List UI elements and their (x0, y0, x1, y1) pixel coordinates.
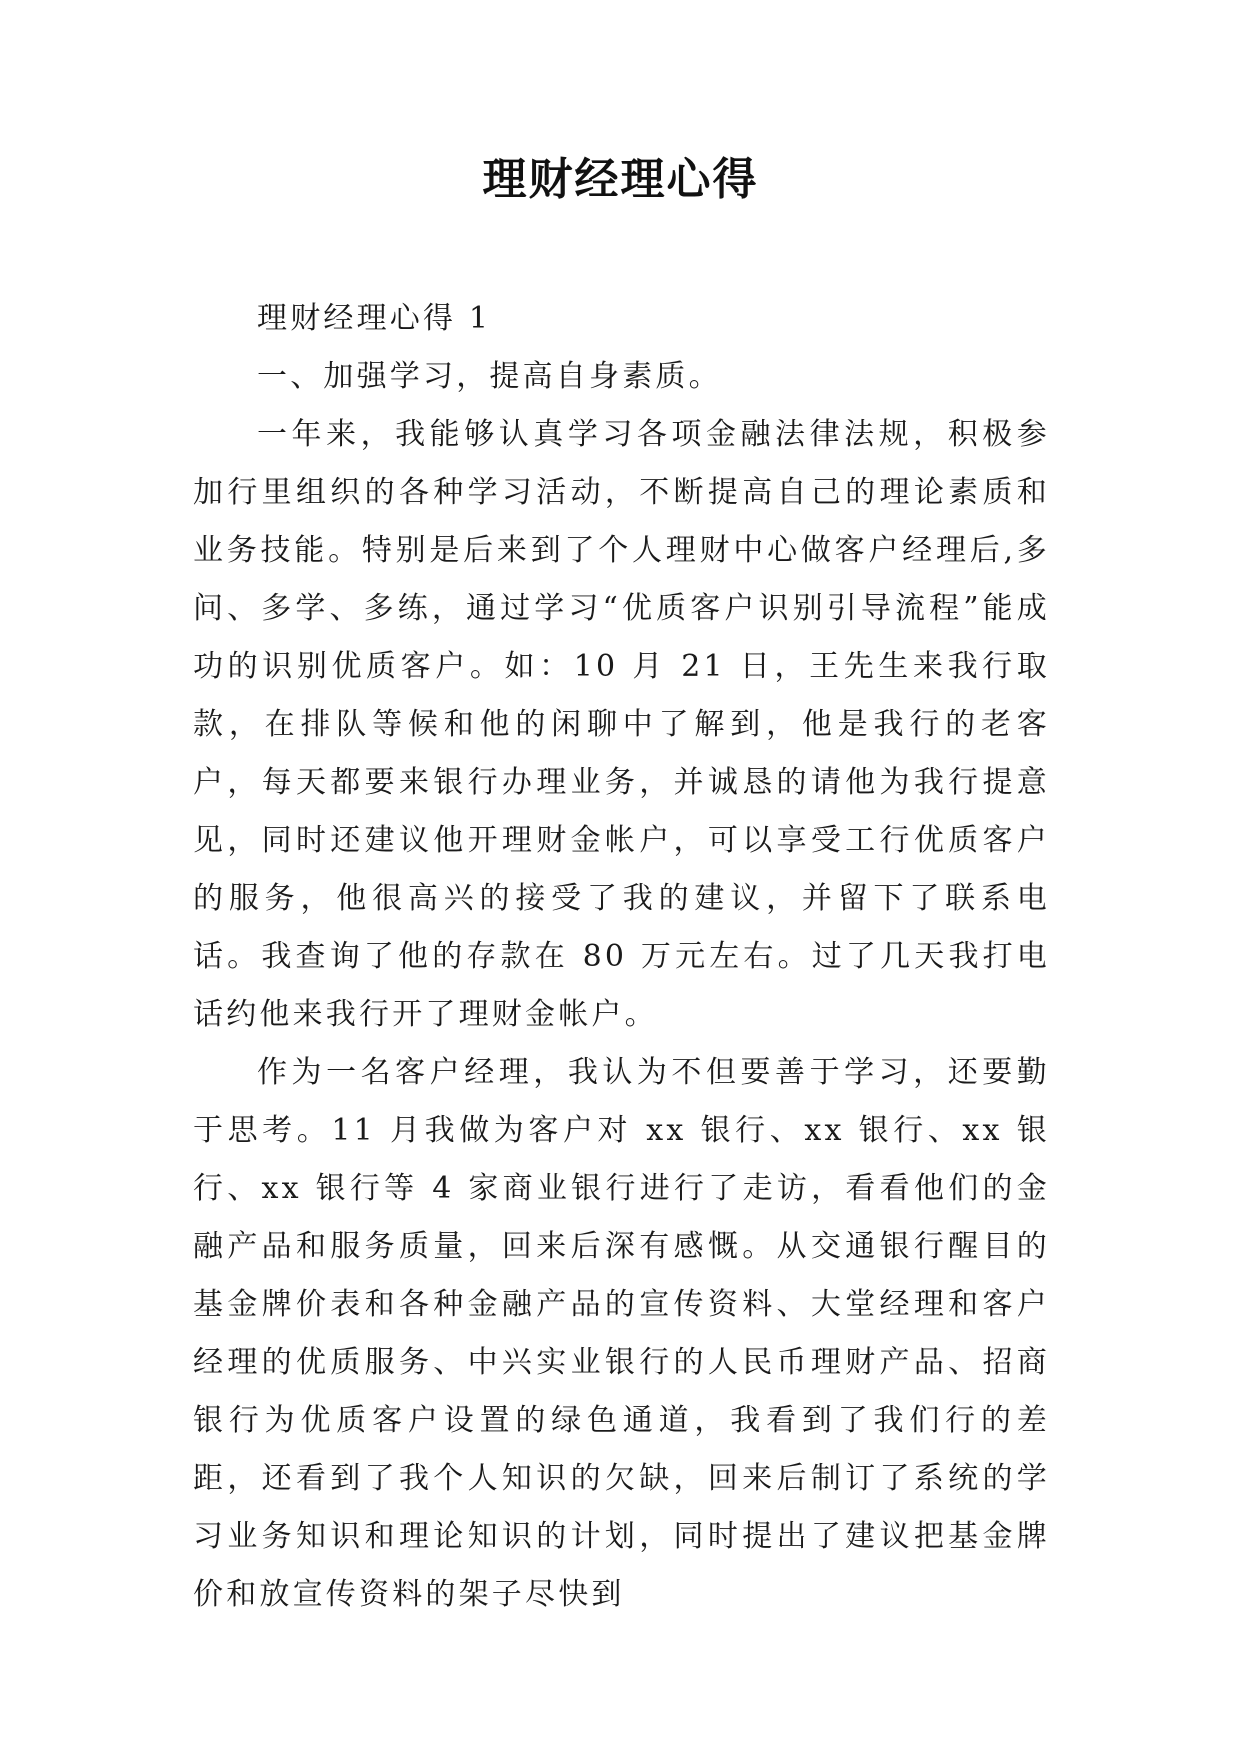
body-paragraph: 作为一名客户经理，我认为不但要善于学习，还要勤于思考。11 月我做为客户对 xx 银行、xx 银行、xx 银行、xx 银行等 4 家商业银行进行了走访，看看他们的金融产品和服务质量，回来后深有感慨。从交通银行醒目的基金牌价表和各种金融产品的宣传资料、大堂经理和客户经理的优质服务、中兴实业银行的人民币理财产品、招商银行为优质客户设置的绿色通道，我看到了我们行的差距，还看到了我个人知识的欠缺，回来后制订了系统的学习业务知识和理论知识的计划，同时提出了建议把基金牌价和放宣传资料的架子尽快到 (193, 1055, 1050, 1612)
section-heading: 理财经理心得 1 (257, 301, 492, 336)
document-title: 理财经理心得 (482, 154, 759, 205)
subsection-heading: 一、加强学习，提高自身素质。 (257, 359, 722, 394)
body-paragraph: 一年来，我能够认真学习各项金融法律法规，积极参加行里组织的各种学习活动，不断提高自己的理论素质和业务技能。特别是后来到了个人理财中心做客户经理后,多问、多学、多练，通过学习“优质客户识别引导流程”能成功的识别优质客户。如：10 月 21 日，王先生来我行取款，在排队等候和他的闲聊中了解到，他是我行的老客户，每天都要来银行办理业务，并诚恳的请他为我行提意见，同时还建议他开理财金帐户，可以享受工行优质客户的服务，他很高兴的接受了我的建议，并留下了联系电话。我查询了他的存款在 80 万元左右。过了几天我打电话约他来我行开了理财金帐户。 (193, 417, 1050, 1032)
document-body (193, 290, 1050, 1624)
